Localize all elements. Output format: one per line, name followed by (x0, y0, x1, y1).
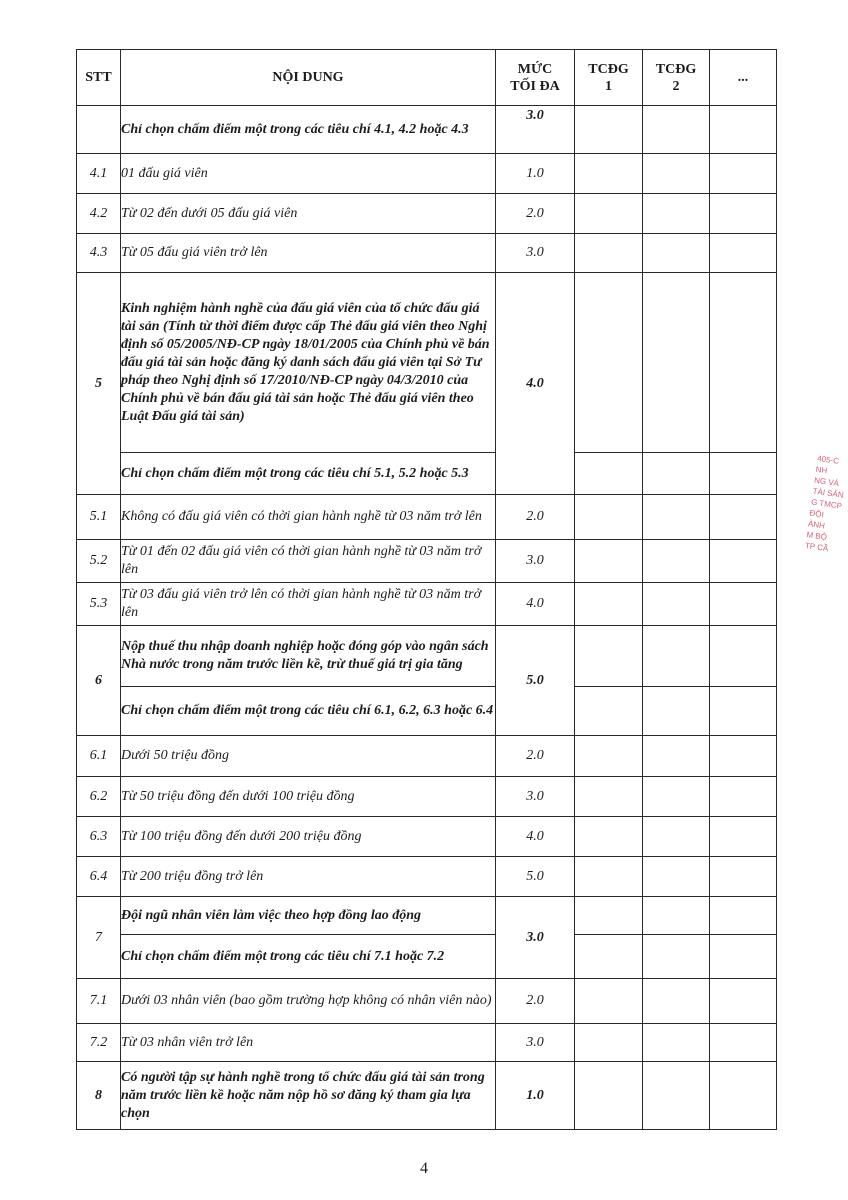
header-content: NỘI DUNG (121, 50, 496, 106)
criteria-table (76, 49, 777, 1130)
row-tcdg-2-cell (643, 194, 710, 234)
row-content: Từ 01 đến 02 đấu giá viên có thời gian hành nghề từ 03 năm trở lên (121, 540, 496, 583)
row-tcdg-2-cell (643, 857, 710, 897)
table-row (77, 1024, 777, 1062)
row-tcdg-1-cell (575, 687, 643, 736)
table-row (77, 540, 777, 583)
header-tcdg-2: TCĐG 2 (643, 50, 710, 106)
row-content: Chỉ chọn chấm điểm một trong các tiêu chí 5.1, 5.2 hoặc 5.3 (121, 453, 496, 495)
row-tcdg-1-cell (575, 777, 643, 817)
table-row (77, 857, 777, 897)
row-more-cell (710, 626, 777, 687)
row-stt (77, 106, 121, 154)
row-stt: 6.1 (77, 736, 121, 777)
row-content: Có người tập sự hành nghề trong tổ chức đấu giá tài sản trong năm trước liền kề hoặc năm nộp hồ sơ đăng ký tham gia lựa chọn (121, 1062, 496, 1130)
row-more-cell (710, 857, 777, 897)
row-tcdg-1-cell (575, 234, 643, 273)
page-number: 4 (420, 1160, 428, 1177)
row-content: Chỉ chọn chấm điểm một trong các tiêu chí 7.1 hoặc 7.2 (121, 935, 496, 979)
stamp-line: TÀI SẢN (812, 486, 845, 500)
row-stt: 4.3 (77, 234, 121, 273)
row-stt: 5.2 (77, 540, 121, 583)
row-tcdg-1-cell (575, 106, 643, 154)
row-max-score: 4.0 (496, 583, 575, 626)
table-row (77, 897, 777, 935)
row-tcdg-1-cell (575, 857, 643, 897)
row-tcdg-2-cell (643, 453, 710, 495)
row-more-cell (710, 106, 777, 154)
row-stt: 6.4 (77, 857, 121, 897)
row-tcdg-2-cell (643, 1024, 710, 1062)
row-tcdg-1-cell (575, 935, 643, 979)
row-more-cell (710, 736, 777, 777)
row-max-score: 1.0 (496, 154, 575, 194)
row-content: Dưới 50 triệu đồng (121, 736, 496, 777)
stamp-line: NG VÀ (813, 475, 840, 489)
row-tcdg-2-cell (643, 817, 710, 857)
row-tcdg-2-cell (643, 273, 710, 453)
row-tcdg-2-cell (643, 777, 710, 817)
stamp-line: ĐỘI (809, 508, 825, 520)
stamp-line: G TMCP (810, 497, 843, 511)
row-content: Từ 50 triệu đồng đến dưới 100 triệu đồng (121, 777, 496, 817)
table-row (77, 979, 777, 1024)
row-more-cell (710, 273, 777, 453)
row-tcdg-1-cell (575, 1024, 643, 1062)
row-stt: 6 (77, 626, 121, 736)
row-stt: 7 (77, 897, 121, 979)
row-stt: 7.2 (77, 1024, 121, 1062)
table-row (77, 453, 777, 495)
row-more-cell (710, 453, 777, 495)
table-row (77, 495, 777, 540)
row-stt: 7.1 (77, 979, 121, 1024)
header-more: ... (710, 50, 777, 106)
row-more-cell (710, 194, 777, 234)
stamp-line: TP CẦ (804, 541, 829, 554)
table-row (77, 154, 777, 194)
row-content: Dưới 03 nhân viên (bao gồm trường hợp không có nhân viên nào) (121, 979, 496, 1024)
row-tcdg-2-cell (643, 1062, 710, 1130)
header-tcdg-1: TCĐG 1 (575, 50, 643, 106)
row-tcdg-1-cell (575, 154, 643, 194)
table-row (77, 273, 777, 453)
row-tcdg-2-cell (643, 106, 710, 154)
row-more-cell (710, 817, 777, 857)
row-content: Từ 200 triệu đồng trở lên (121, 857, 496, 897)
table-row (77, 935, 777, 979)
row-stt: 5.1 (77, 495, 121, 540)
row-stt: 6.3 (77, 817, 121, 857)
row-more-cell (710, 935, 777, 979)
row-tcdg-2-cell (643, 583, 710, 626)
row-max-score: 3.0 (496, 897, 575, 979)
row-more-cell (710, 495, 777, 540)
stamp-line: M BỘ (805, 530, 828, 542)
row-stt: 8 (77, 1062, 121, 1130)
row-max-score: 3.0 (496, 234, 575, 273)
table-row (77, 583, 777, 626)
row-content: Chỉ chọn chấm điểm một trong các tiêu chí 4.1, 4.2 hoặc 4.3 (121, 106, 496, 154)
row-tcdg-2-cell (643, 626, 710, 687)
table-row (77, 106, 777, 154)
table-row (77, 777, 777, 817)
row-stt: 4.2 (77, 194, 121, 234)
row-max-score: 1.0 (496, 1062, 575, 1130)
table-row (77, 817, 777, 857)
row-content: 01 đấu giá viên (121, 154, 496, 194)
row-content: Kinh nghiệm hành nghề của đấu giá viên của tổ chức đấu giá tài sản (Tính từ thời điểm được cấp Thẻ đấu giá viên theo Nghị định số 05/2005/NĐ-CP ngày 18/01/2005 của Chính phủ về bán đấu giá tài sản hoặc đăng ký danh sách đấu giá viên tại Sở Tư pháp theo Nghị định số 17/2010/NĐ-CP ngày 04/3/2010 của Chính phủ về bán đấu giá tài sản hoặc Thẻ đấu giá viên theo Luật Đấu giá tài sản) (121, 273, 496, 453)
row-content: Từ 100 triệu đồng đến dưới 200 triệu đồng (121, 817, 496, 857)
row-stt: 4.1 (77, 154, 121, 194)
row-max-score: 2.0 (496, 495, 575, 540)
stamp-line: ÀNH (807, 519, 826, 531)
row-max-score: 3.0 (496, 777, 575, 817)
row-max-score: 3.0 (496, 106, 575, 154)
row-more-cell (710, 1024, 777, 1062)
table-row (77, 736, 777, 777)
header-row (77, 50, 777, 106)
row-stt: 6.2 (77, 777, 121, 817)
table-row (77, 1062, 777, 1130)
table-row (77, 234, 777, 273)
row-more-cell (710, 777, 777, 817)
row-tcdg-1-cell (575, 273, 643, 453)
row-content: Đội ngũ nhân viên làm việc theo hợp đồng lao động (121, 897, 496, 935)
row-content: Không có đấu giá viên có thời gian hành nghề từ 03 năm trở lên (121, 495, 496, 540)
row-max-score: 2.0 (496, 979, 575, 1024)
row-tcdg-2-cell (643, 935, 710, 979)
row-tcdg-1-cell (575, 540, 643, 583)
row-tcdg-1-cell (575, 817, 643, 857)
stamp-line: NH (815, 464, 828, 476)
row-tcdg-2-cell (643, 736, 710, 777)
row-max-score: 3.0 (496, 540, 575, 583)
row-tcdg-2-cell (643, 154, 710, 194)
table-row (77, 194, 777, 234)
row-tcdg-1-cell (575, 583, 643, 626)
row-more-cell (710, 979, 777, 1024)
row-content: Nộp thuế thu nhập doanh nghiệp hoặc đóng góp vào ngân sách Nhà nước trong năm trước liền kề, trừ thuế giá trị gia tăng (121, 626, 496, 687)
row-more-cell (710, 540, 777, 583)
row-tcdg-2-cell (643, 540, 710, 583)
row-tcdg-1-cell (575, 1062, 643, 1130)
row-tcdg-2-cell (643, 687, 710, 736)
row-tcdg-1-cell (575, 626, 643, 687)
row-tcdg-2-cell (643, 234, 710, 273)
row-tcdg-1-cell (575, 736, 643, 777)
red-seal-stamp (798, 453, 848, 599)
row-more-cell (710, 1062, 777, 1130)
row-max-score: 4.0 (496, 273, 575, 495)
row-max-score: 5.0 (496, 857, 575, 897)
row-max-score: 5.0 (496, 626, 575, 736)
row-max-score: 2.0 (496, 194, 575, 234)
row-content: Chỉ chọn chấm điểm một trong các tiêu chí 6.1, 6.2, 6.3 hoặc 6.4 (121, 687, 496, 736)
row-more-cell (710, 234, 777, 273)
row-tcdg-2-cell (643, 495, 710, 540)
row-tcdg-2-cell (643, 897, 710, 935)
row-more-cell (710, 154, 777, 194)
table-row (77, 626, 777, 687)
row-tcdg-1-cell (575, 897, 643, 935)
row-tcdg-2-cell (643, 979, 710, 1024)
row-content: Từ 03 đấu giá viên trở lên có thời gian hành nghề từ 03 năm trở lên (121, 583, 496, 626)
row-tcdg-1-cell (575, 194, 643, 234)
table-row (77, 687, 777, 736)
header-stt: STT (77, 50, 121, 106)
row-content: Từ 03 nhân viên trở lên (121, 1024, 496, 1062)
row-tcdg-1-cell (575, 979, 643, 1024)
row-max-score: 2.0 (496, 736, 575, 777)
row-more-cell (710, 687, 777, 736)
row-max-score: 4.0 (496, 817, 575, 857)
row-stt: 5 (77, 273, 121, 495)
row-more-cell (710, 583, 777, 626)
row-tcdg-1-cell (575, 453, 643, 495)
row-max-score: 3.0 (496, 1024, 575, 1062)
row-stt: 5.3 (77, 583, 121, 626)
stamp-line: 405-C (816, 453, 840, 466)
row-content: Từ 05 đấu giá viên trở lên (121, 234, 496, 273)
row-tcdg-1-cell (575, 495, 643, 540)
row-content: Từ 02 đến dưới 05 đấu giá viên (121, 194, 496, 234)
header-max: MỨC TỐI ĐA (496, 50, 575, 106)
row-more-cell (710, 897, 777, 935)
